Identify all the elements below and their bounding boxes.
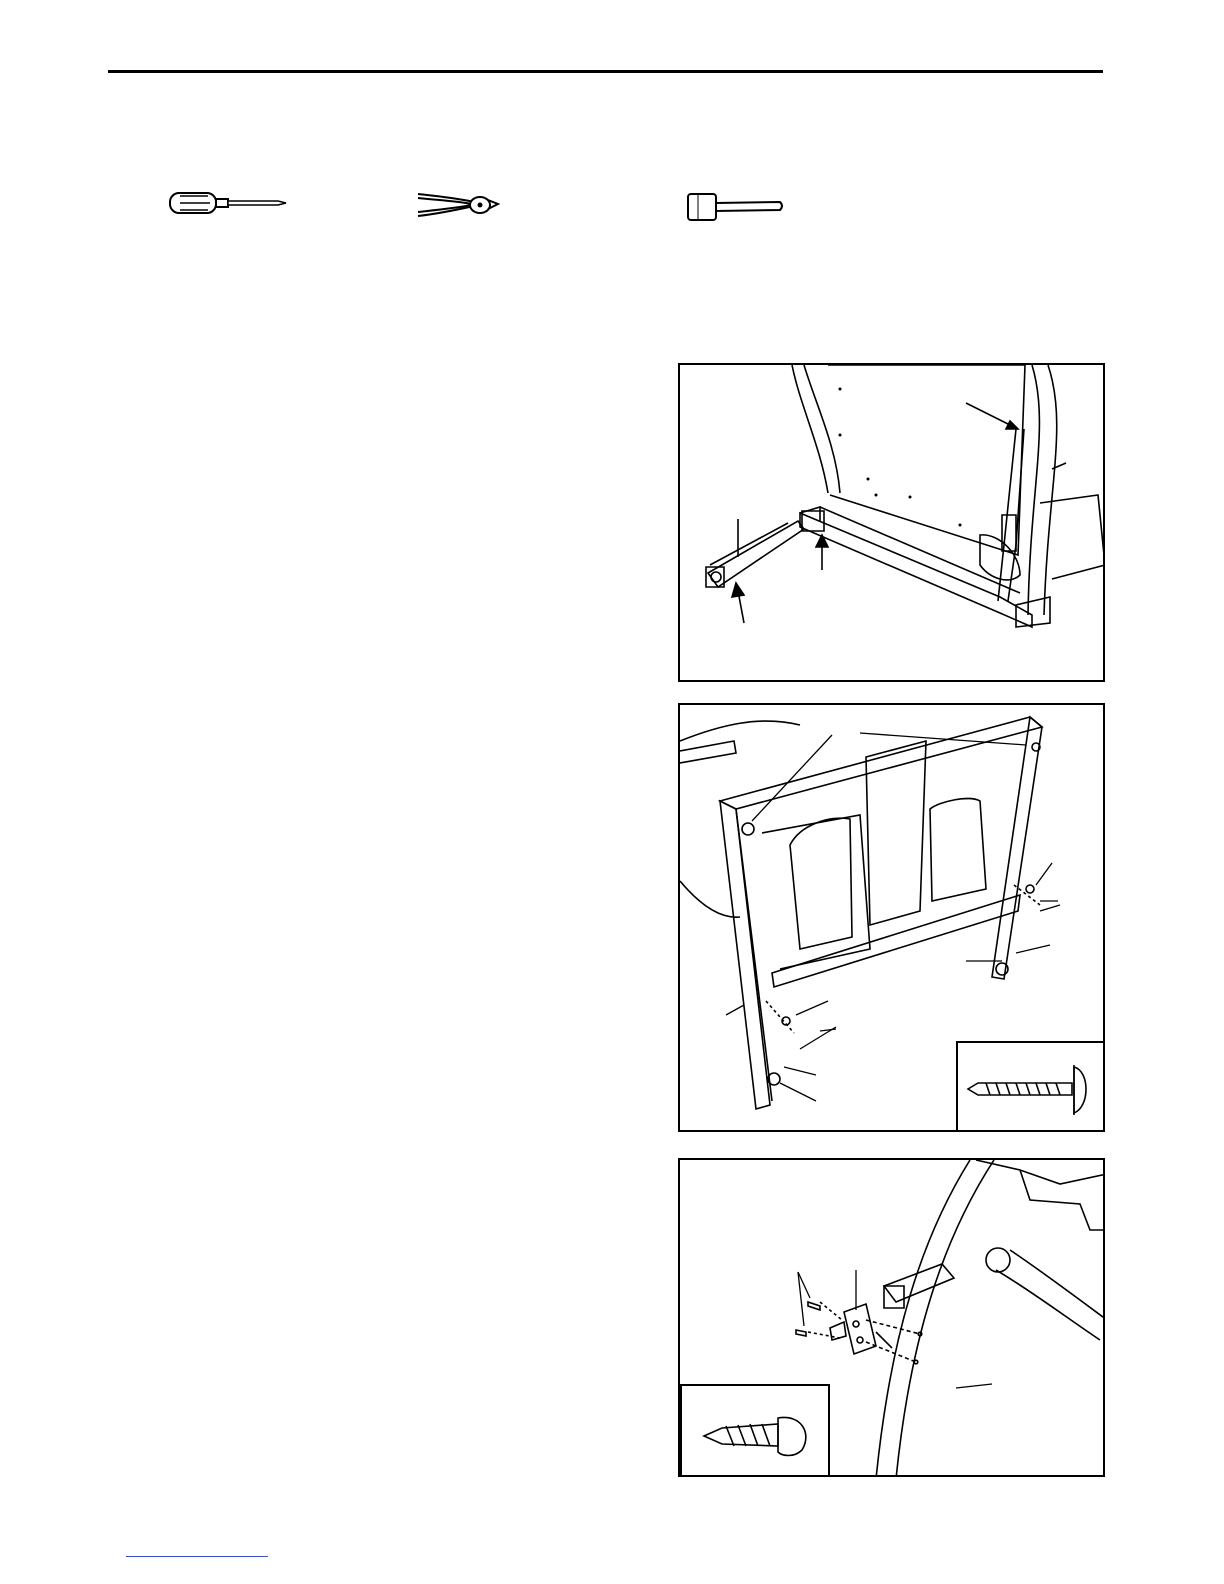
screw-detail-icon <box>682 1386 832 1477</box>
figure-1-drawing <box>680 365 1105 682</box>
screwdriver-icon <box>168 190 292 216</box>
pliers-icon <box>416 190 500 220</box>
footnote-line <box>126 1556 268 1557</box>
figure-1 <box>678 363 1105 682</box>
figure-2 <box>678 703 1105 1132</box>
header-rule <box>108 70 1103 73</box>
mallet-icon <box>686 190 786 224</box>
figure-3-screw-inset <box>680 1384 830 1477</box>
figure-2-screw-inset <box>956 1041 1105 1132</box>
screw-detail-icon <box>958 1043 1105 1132</box>
figure-3 <box>678 1158 1105 1477</box>
